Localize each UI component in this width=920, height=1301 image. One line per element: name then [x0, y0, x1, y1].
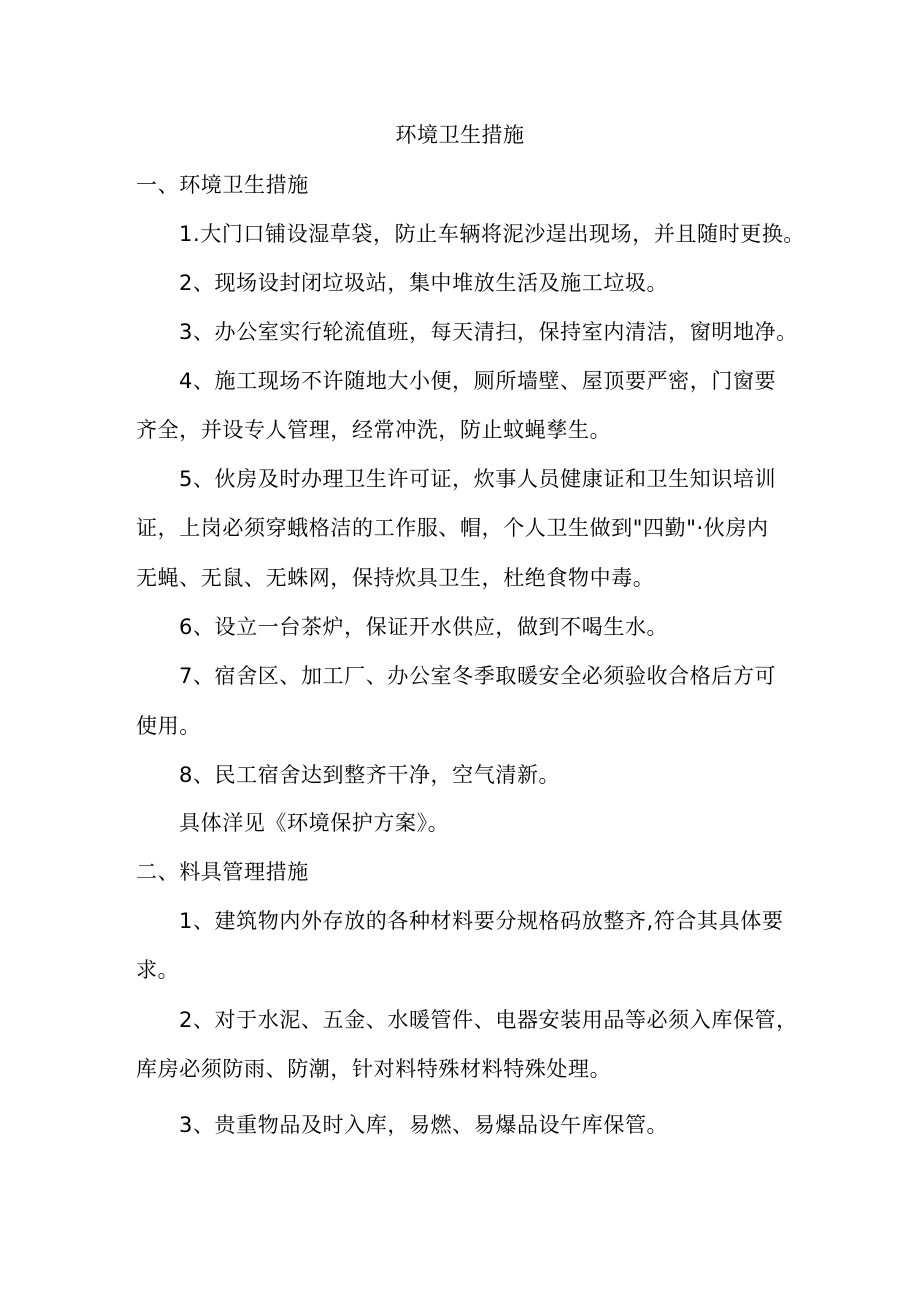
document-title: 环境卫生措施: [395, 123, 525, 147]
paragraph-line: 8、民工宿舍达到整齐干净，空气清新。: [179, 763, 561, 787]
section-heading: 二、料具管理措施: [136, 860, 309, 884]
paragraph-line: 5、伙房及时办理卫生许可证，炊事人员健康证和卫生知识培训: [179, 467, 777, 491]
paragraph-line: 求。: [136, 958, 180, 982]
paragraph-line: 使用。: [136, 714, 201, 738]
note-line: 具体洋见《环境保护方案》。: [179, 811, 450, 835]
paragraph-line: 1.大门口铺设湿草袋，防止车辆将泥沙逞出现场，并且随时更换。: [179, 222, 806, 246]
section-heading: 一、环境卫生措施: [136, 173, 309, 197]
paragraph-line: 1、建筑物内外存放的各种材料要分规格码放整齐,符合其具体要: [179, 909, 784, 933]
paragraph-line: 3、贵重物品及时入库，易燃、易爆品设午库保管。: [179, 1113, 669, 1137]
paragraph-line: 2、对于水泥、五金、水暖管件、电器安装用品等必须入库保管，: [179, 1008, 798, 1032]
paragraph-line: 7、宿舍区、加工厂、办公室冬季取暖安全必须验收合格后方可: [179, 664, 777, 688]
paragraph-line: 证，上岗必须穿蛾格洁的工作服、帽，个人卫生做到"四勤"·伙房内: [136, 516, 769, 540]
paragraph-line: 2、现场设封闭垃圾站，集中堆放生活及施工垃圾。: [179, 271, 669, 295]
paragraph-line: 4、施工现场不许随地大小便，厕所墙壁、屋顶要严密，门窗要: [179, 369, 777, 393]
paragraph-line: 3、办公室实行轮流值班，每天清扫，保持室内清洁，窗明地净。: [179, 320, 798, 344]
paragraph-line: 库房必须防雨、防潮，针对料特殊材料特殊处理。: [136, 1057, 612, 1081]
paragraph-line: 齐全，并设专人管理，经常冲洗，防止蚊蝇孳生。: [136, 418, 612, 442]
paragraph-line: 无蝇、无鼠、无蛛网，保持炊具卫生，杜绝食物中毒。: [136, 566, 655, 590]
paragraph-line: 6、设立一台茶炉，保证开水供应，做到不喝生水。: [179, 615, 669, 639]
